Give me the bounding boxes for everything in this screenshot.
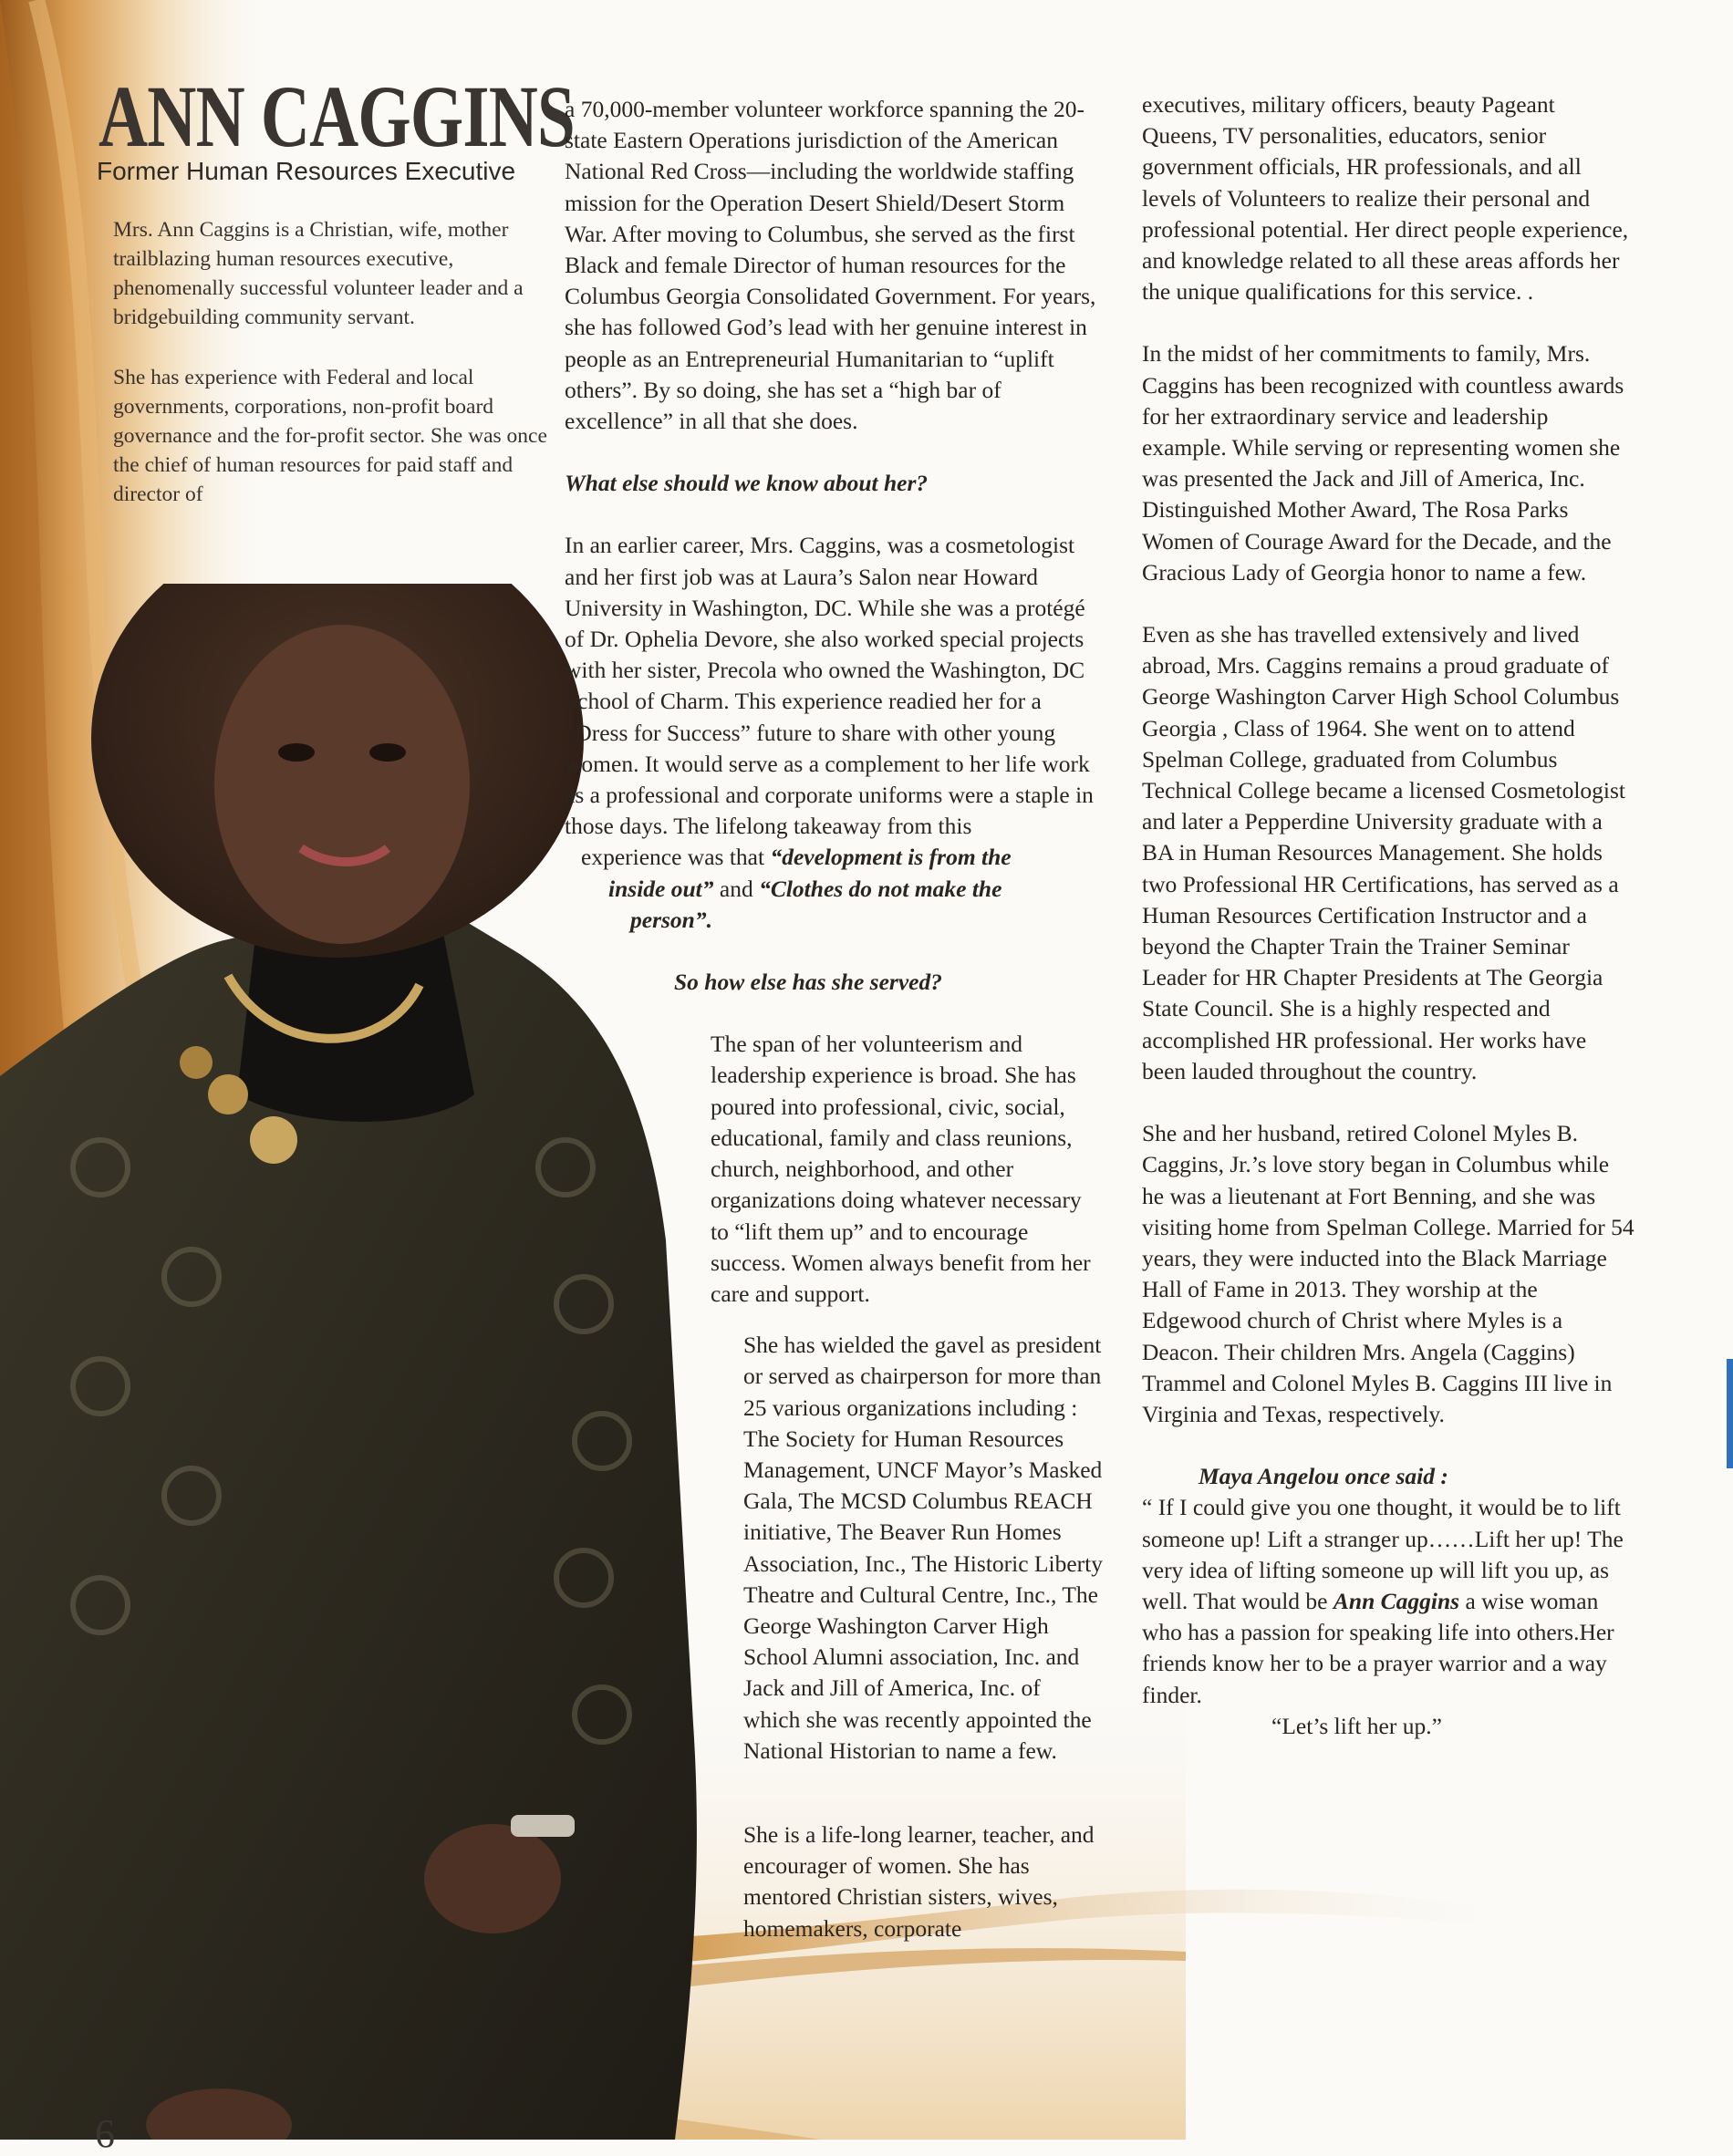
face [214, 625, 470, 944]
education-paragraph: Even as she has travelled extensively and lived abroad, Mrs. Caggins remains a proud graduate of George Washington Carver High School Columbus Georgia , Class of 1964. She went on to attend Spelman College, graduated from Columbus Technical College became a licensed Cosmetologist and later a Pepperdine University graduate with a BA in Human Resources Management. She holds two Professional HR Certifications, has served as a Human Resources Certification Instructor and a beyond the Chapter Train the Trainer Seminar Leader for HR Chapter Presidents at The Georgia State Council. She is a highly respected and accomplished HR professional. Her works have been lauded throughout the country. [1142, 621, 1625, 1084]
mentoring-paragraph: She is a life-long learner, teacher, and encourager of women. She has mentored Christian sisters, wives, homemakers, corporate [743, 1820, 1095, 1942]
experience-paragraph: She has experience with Federal and local governments, corporations, non-profit board governance and the for-profit sector. She was once the chief of human resources for paid staff and director of [113, 366, 547, 506]
quote-intro: Maya Angelou once said : [1199, 1463, 1448, 1490]
column-3 [1142, 89, 1634, 1742]
page-number: 6 [95, 2111, 115, 2156]
awards-paragraph: In the midst of her commitments to family, Mrs. Caggins has been recognized with countless awards for her extraordinary service and leadership example. While serving or representing women she was presented the Jack and Jill of America, Inc. Distinguished Mother Award, The Rosa Parks Women of Courage Award for the Decade, and the Gracious Lady of Georgia honor to name a few. [1142, 340, 1624, 586]
cosmetology-paragraph: In an earlier career, Mrs. Caggins, was a cosmetologist and her first job was at Laura’s Salon near Howard University in Washington, DC. While she was a protégé of Dr. Ophelia Devore, she also worked special projects with her sister, Precola who owned the Washington, DC School of Charm. This experience readied her for a “Dress for Success” future to share with other young women. It would serve as a complement to her life work as a professional and corporate uniforms were a staple in those days. The lifelong takeaway from this [565, 532, 1094, 840]
column-2 [565, 94, 1103, 1944]
article-subtitle: Former Human Resources Executive [97, 157, 516, 185]
red-cross-paragraph: a 70,000-member volunteer workforce spanning the 20-state Eastern Operations jurisdiction of the American National Red Cross—including the worldwide staffing mission for the Operation Desert Shield/Desert Storm War. After moving to Columbus, she served as the first Black and female Director of human resources for the Columbus Georgia Consolidated Government. For years, she has followed God’s lead with her genuine interest in people as an Entrepreneurial Humanitarian to “uplift others”. By so doing, she has set a “high bar of excellence” in all that she does. [565, 96, 1096, 435]
angelou-quote: “ If I could give you one thought, it would be to lift someone up! Lift a stranger up……Lift her up! The very idea of lifting someone up will lift you up, as well. That would be Ann Caggins a wise woman who has a passion for speaking life into others.Her friends know her to be a prayer warrior and a way finder. [1142, 1494, 1624, 1708]
article-title: ANN CAGGINS [99, 67, 575, 165]
column-1 [113, 215, 547, 509]
question-heading: What else should we know about her? [565, 470, 929, 497]
hand [424, 1824, 561, 1933]
takeaway-line-3: person”. [630, 906, 712, 933]
takeaway-line-1: experience was that “development is from the [581, 844, 1012, 871]
quote-closing: “Let’s lift her up.” [1271, 1712, 1442, 1739]
organizations-paragraph: She has wielded the gavel as president or served as chairperson for more than 25 various organizations including : The Society for Human Resources Management, UNCF Mayor’s Masked Gala, The MCSD Columbus REACH initiative, The Beaver Run Homes Association, Inc., The Historic Liberty Theatre and Cultural Centre, Inc., The George Washington Carver High School Alumni association, Inc. and Jack and Jill of America, Inc. of which she was recently appointed the National Historian to name a few. [743, 1332, 1103, 1764]
served-heading: So how else has she served? [674, 969, 942, 996]
intro-paragraph: Mrs. Ann Caggins is a Christian, wife, mother trailblazing human resources executive, phenomenally successful volunteer leader and a bridgebuilding community servant. [113, 218, 524, 329]
mentees-paragraph: executives, military officers, beauty Pageant Queens, TV personalities, educators, senior government officials, HR professionals, and all levels of Volunteers to realize their personal and professional potential. Her direct people experience, and knowledge related to all these areas affords her the unique qualifications for this service. . [1142, 91, 1629, 306]
volunteerism-paragraph: The span of her volunteerism and leadership experience is broad. She has poured into professional, civic, social, educational, family and class reunions, church, neighborhood, and other organizations doing whatever necessary to “lift them up” and to encourage success. Women always benefit from her care and support. [711, 1031, 1091, 1307]
takeaway-line-2: inside out” and “Clothes do not make the [608, 875, 1002, 902]
marriage-paragraph: She and her husband, retired Colonel Myles B. Caggins, Jr.’s love story began in Columbus while he was a lieutenant at Fort Benning, and she was visiting home from Spelman College. Married for 54 years, they were inducted into the Black Marriage Hall of Fame in 2013. They worship at the Edgewood church of Christ where Myles is a Deacon. Their children Mrs. Angela (Caggins) Trammel and Colonel Myles B. Caggins III live in Virginia and Texas, respectively. [1142, 1120, 1634, 1427]
blue-edge-accent [1727, 1359, 1733, 1468]
